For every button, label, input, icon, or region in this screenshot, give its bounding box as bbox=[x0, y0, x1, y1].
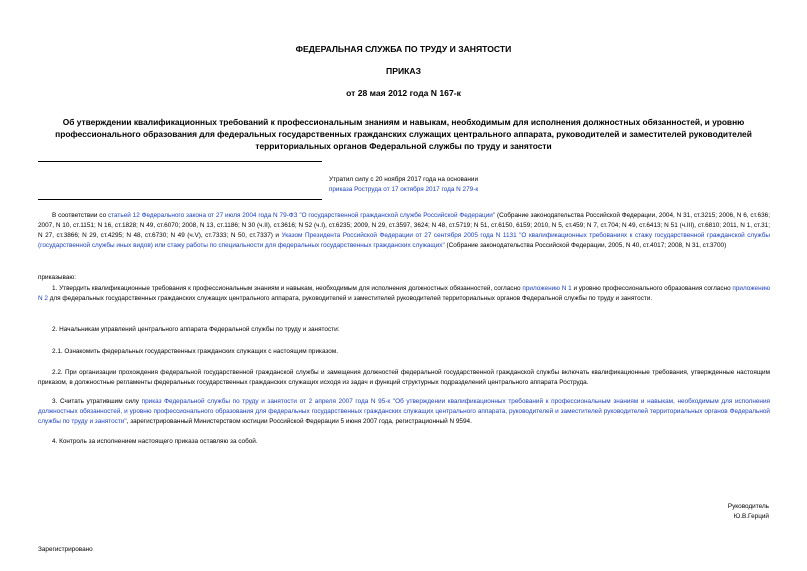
paragraph-2: 2. Начальникам управлений центрального аппарата Федеральной службы по труду и занятости: bbox=[52, 326, 340, 333]
registered-label: Зарегистрировано bbox=[38, 546, 93, 553]
signatory-name: Ю.В.Герций bbox=[733, 513, 769, 520]
appendix-2-link[interactable]: приложению N 2 bbox=[38, 285, 770, 302]
preamble-text-3: (Собрание законодательства Российской Федерации, 2005, N 40, ст.4017; 2008, N 31, ст.3700) bbox=[444, 242, 727, 249]
p3-text-2: , зарегистрированный Министерством юстиции Российской Федерации 5 июня 2007 года, регистрационный N 9594. bbox=[126, 418, 472, 425]
document-title: Об утверждении квалификационных требований к профессиональным знаниям и навыкам, необходимым для исполнения должностных обязанностей, и уровню профессионального образования для федеральных государственных гражданских служащих центрального аппарата, руководителей и заместителей руководителей территориальных органов Федеральной службы по труду и занятости bbox=[55, 117, 752, 151]
divider-bottom bbox=[38, 199, 322, 200]
p1-text-2: и уровню профессионального образования согласно bbox=[571, 285, 733, 292]
paragraph-2-2: 2.2. При организации прохождения федеральной государственной гражданской службы и замещения должностей федеральной государственной гражданской службы включать квалификационные требования, утвержденные настоящим приказом, в должностные регламенты федеральных государственных гражданских служащих исходя из задач и функций структурных подразделений центрального аппарата Роструда. bbox=[38, 369, 770, 386]
appendix-1-link[interactable]: приложению N 1 bbox=[522, 285, 572, 292]
preamble-paragraph bbox=[38, 211, 770, 251]
order-word: приказываю: bbox=[38, 274, 76, 281]
signatory-role: Руководитель bbox=[727, 503, 769, 510]
law-link[interactable]: статьей 12 Федерального закона от 27 июля 2004 года N 79-ФЗ "О государственной гражданской службе Российской Федерации" bbox=[107, 212, 496, 219]
preamble-text-1: В соответствии со bbox=[52, 212, 108, 219]
repealed-order-link[interactable]: приказ Федеральной службы по труду и занятости от 2 апреля 2007 года N 95-к "Об утверждении квалификационных требований к профессиональным знаниям и навыкам, необходимым для исполнения должностных обязанностей, и уровню профессионального образования для федеральных государственных гражданских служащих центрального аппарата, руководителей и заместителей руководителей территориальных органов Федеральной службы по труду и занятости" bbox=[38, 398, 770, 425]
p3-text-1: 3. Считать утратившим силу bbox=[52, 398, 142, 405]
doc-type: ПРИКАЗ bbox=[386, 66, 421, 76]
paragraph-1 bbox=[38, 284, 770, 304]
doc-date-number: от 28 мая 2012 года N 167-к bbox=[346, 88, 461, 98]
p1-text-1: 1. Утвердить квалификационные требования к профессиональным знаниям и навыкам, необходимым для исполнения должностных обязанностей, согласно bbox=[52, 285, 523, 292]
agency-name: ФЕДЕРАЛЬНАЯ СЛУЖБА ПО ТРУДУ И ЗАНЯТОСТИ bbox=[295, 44, 512, 54]
paragraph-3 bbox=[38, 397, 770, 427]
paragraph-4: 4. Контроль за исполнением настоящего приказа оставляю за собой. bbox=[52, 438, 258, 445]
divider-top bbox=[38, 161, 322, 162]
preamble-text-2: (Собрание законодательства Российской Федерации, 2004, N 31, ст.3215; 2006, N 6, ст.636; 2007, N 10, ст.1151; N 16, ст.1828; N 49, ст.6070; 2008, N 13, ст.1186; N 30 (ч.II), ст.3616; N 52 (ч.I), ст.6235; 2009, N 29, ст.3597, 3624; N 48, ст.5719; N 51, ст.6150, 6159; 2010, N 5, ст.459; N 7, ст.704; N 49, ст.6413; N 51 (ч.III), ст.6810; 2011, N 1, ст.31; N 27, ст.3866; N 29, ст.4295; N 48, ст.6730; N 49 (ч.V), ст.7333; N 50, ст.7337) и bbox=[38, 212, 770, 239]
validity-link[interactable]: приказа Роструда от 17 октября 2017 года N 279-к bbox=[328, 186, 479, 193]
p1-text-3: для федеральных государственных гражданских служащих центрального аппарата, руководителей и заместителей руководителей территориальных органов Федеральной службы по труду и занятости. bbox=[47, 295, 653, 302]
paragraph-2-1: 2.1. Ознакомить федеральных государственных гражданских служащих с настоящим приказом. bbox=[52, 348, 339, 355]
decree-link[interactable]: Указом Президента Российской Федерации от 27 сентября 2005 года N 1131 "О квалификационных требованиях к стажу государственной гражданской службы (государственной службы иных видов) или стажу работы по специальности для федеральных государственных гражданских служащих" bbox=[38, 232, 770, 249]
validity-note: Утратил силу с 20 ноября 2017 года на основании bbox=[328, 176, 479, 183]
